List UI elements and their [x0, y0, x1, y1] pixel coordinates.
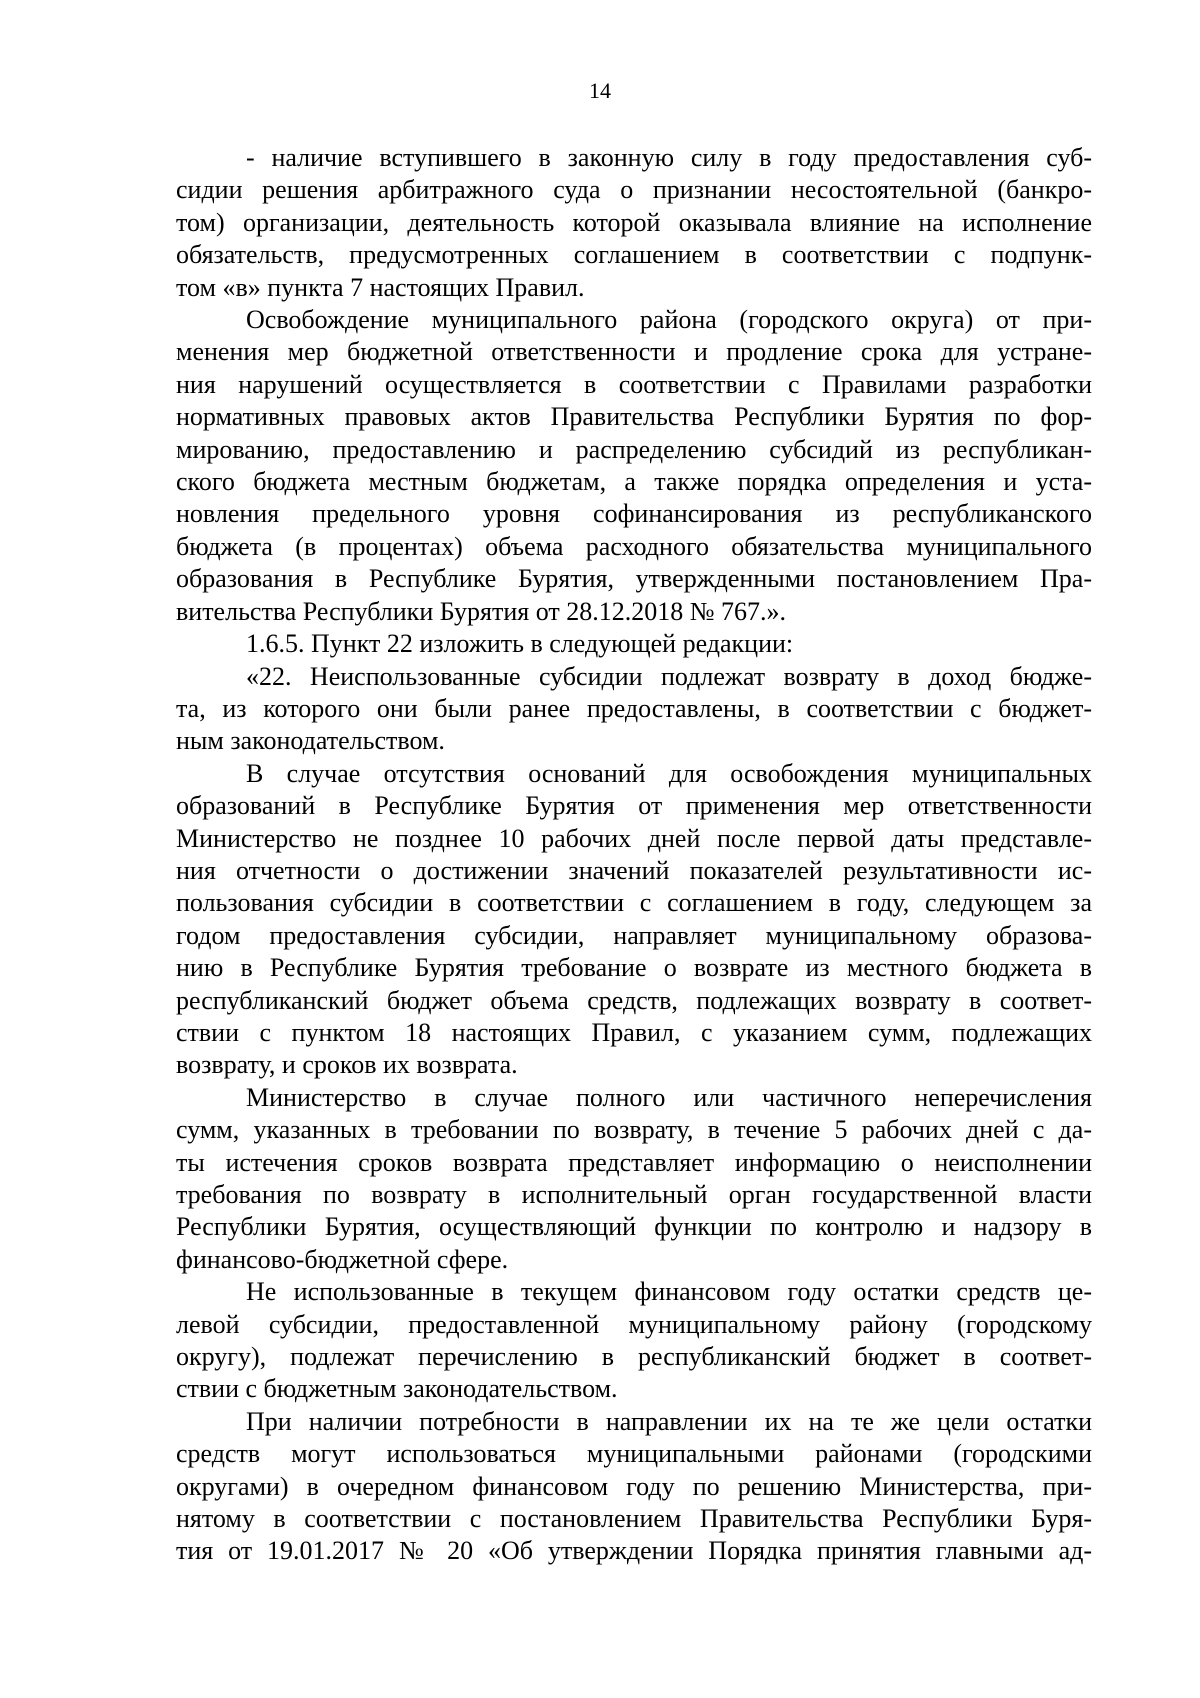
text-line: Министерство не позднее 10 рабочих дней после первой даты представле-: [176, 823, 1092, 853]
text-line: та, из которого они были ранее предоставлены, в соответствии с бюджет-: [176, 693, 1092, 723]
paragraph: [176, 661, 1092, 758]
text-line: финансово-бюджетной сфере.: [176, 1244, 509, 1274]
text-line: Министерство в случае полного или частичного неперечисления: [246, 1082, 1092, 1112]
text-line: ского бюджета местным бюджетам, а также порядка определения и уста-: [176, 467, 1092, 497]
text-line: 1.6.5. Пункт 22 изложить в следующей редакции:: [246, 629, 794, 659]
text-line: - наличие вступившего в законную силу в году предоставления суб-: [246, 143, 1092, 172]
text-line: сидии решения арбитражного суда о признании несостоятельной (банкро-: [176, 175, 1092, 205]
text-line: бюджета (в процентах) объема расходного обязательства муниципального: [176, 531, 1092, 561]
text-line: образований в Республике Бурятия от применения мер ответственности: [176, 791, 1092, 821]
paragraph: [176, 1276, 1092, 1406]
text-line: тия от 19.01.2017 № 20 «Об утверждении Порядка принятия главными ад-: [176, 1536, 1092, 1566]
text-line: В случае отсутствия оснований для освобождения муниципальных: [246, 758, 1092, 788]
text-line: нятому в соответствии с постановлением Правительства Республики Буря-: [176, 1504, 1092, 1534]
text-line: При наличии потребности в направлении их на те же цели остатки: [246, 1406, 1092, 1436]
text-line: ты истечения сроков возврата представляет информацию о неисполнении: [176, 1147, 1092, 1177]
text-line: сумм, указанных в требовании по возврату, в течение 5 рабочих дней с да-: [176, 1115, 1092, 1145]
text-line: Республики Бурятия, осуществляющий функции по контролю и надзору в: [176, 1212, 1092, 1242]
text-line: мированию, предоставлению и распределению субсидий из республикан-: [176, 434, 1092, 464]
text-line: ния отчетности о достижении значений показателей результативности ис-: [176, 855, 1092, 885]
text-line: ным законодательством.: [176, 726, 445, 756]
paragraph: [176, 758, 1092, 1082]
text-line: новления предельного уровня софинансирования из республиканского: [176, 499, 1092, 529]
text-line: возврату, и сроков их возврата.: [176, 1050, 518, 1080]
text-line: нию в Республике Бурятия требование о возврате из местного бюджета в: [176, 953, 1092, 983]
text-line: образования в Республике Бурятия, утвержденными постановлением Пра-: [176, 564, 1092, 594]
text-line: нормативных правовых актов Правительства Республики Бурятия по фор-: [176, 402, 1092, 432]
text-line: округу), подлежат перечислению в республиканский бюджет в соответ-: [176, 1342, 1092, 1372]
document-body: [176, 142, 1092, 1568]
text-line: республиканский бюджет объема средств, подлежащих возврату в соответ-: [176, 985, 1092, 1015]
text-line: годом предоставления субсидии, направляет муниципальному образова-: [176, 920, 1092, 950]
paragraph: [176, 628, 1092, 660]
text-line: ствии с пунктом 18 настоящих Правил, с указанием сумм, подлежащих: [176, 1017, 1092, 1047]
text-line: менения мер бюджетной ответственности и продление срока для устране-: [176, 337, 1092, 367]
text-line: том) организации, деятельность которой оказывала влияние на исполнение: [176, 207, 1092, 237]
text-line: пользования субсидии в соответствии с соглашением в году, следующем за: [176, 888, 1092, 918]
text-line: левой субсидии, предоставленной муниципальному району (городскому: [176, 1309, 1092, 1339]
text-line: ствии с бюджетным законодательством.: [176, 1374, 618, 1404]
paragraph: [176, 142, 1092, 304]
text-line: округами) в очередном финансовом году по решению Министерства, при-: [176, 1471, 1092, 1501]
text-line: требования по возврату в исполнительный орган государственной власти: [176, 1180, 1092, 1209]
text-line: средств могут использоваться муниципальными районами (городскими: [176, 1439, 1092, 1469]
text-line: Не использованные в текущем финансовом году остатки средств це-: [246, 1277, 1092, 1307]
text-line: том «в» пункта 7 настоящих Правил.: [176, 272, 585, 302]
paragraph: [176, 304, 1092, 628]
text-line: «22. Неиспользованные субсидии подлежат возврату в доход бюдже-: [246, 661, 1092, 691]
page-number: 14: [589, 78, 611, 103]
text-line: Освобождение муниципального района (городского округа) от при-: [246, 305, 1092, 335]
paragraph: [176, 1406, 1092, 1568]
text-line: вительства Республики Бурятия от 28.12.2018 № 767.».: [176, 596, 787, 626]
text-line: ния нарушений осуществляется в соответствии с Правилами разработки: [176, 369, 1092, 399]
paragraph: [176, 1082, 1092, 1276]
text-line: обязательств, предусмотренных соглашением в соответствии с подпунк-: [176, 240, 1092, 270]
